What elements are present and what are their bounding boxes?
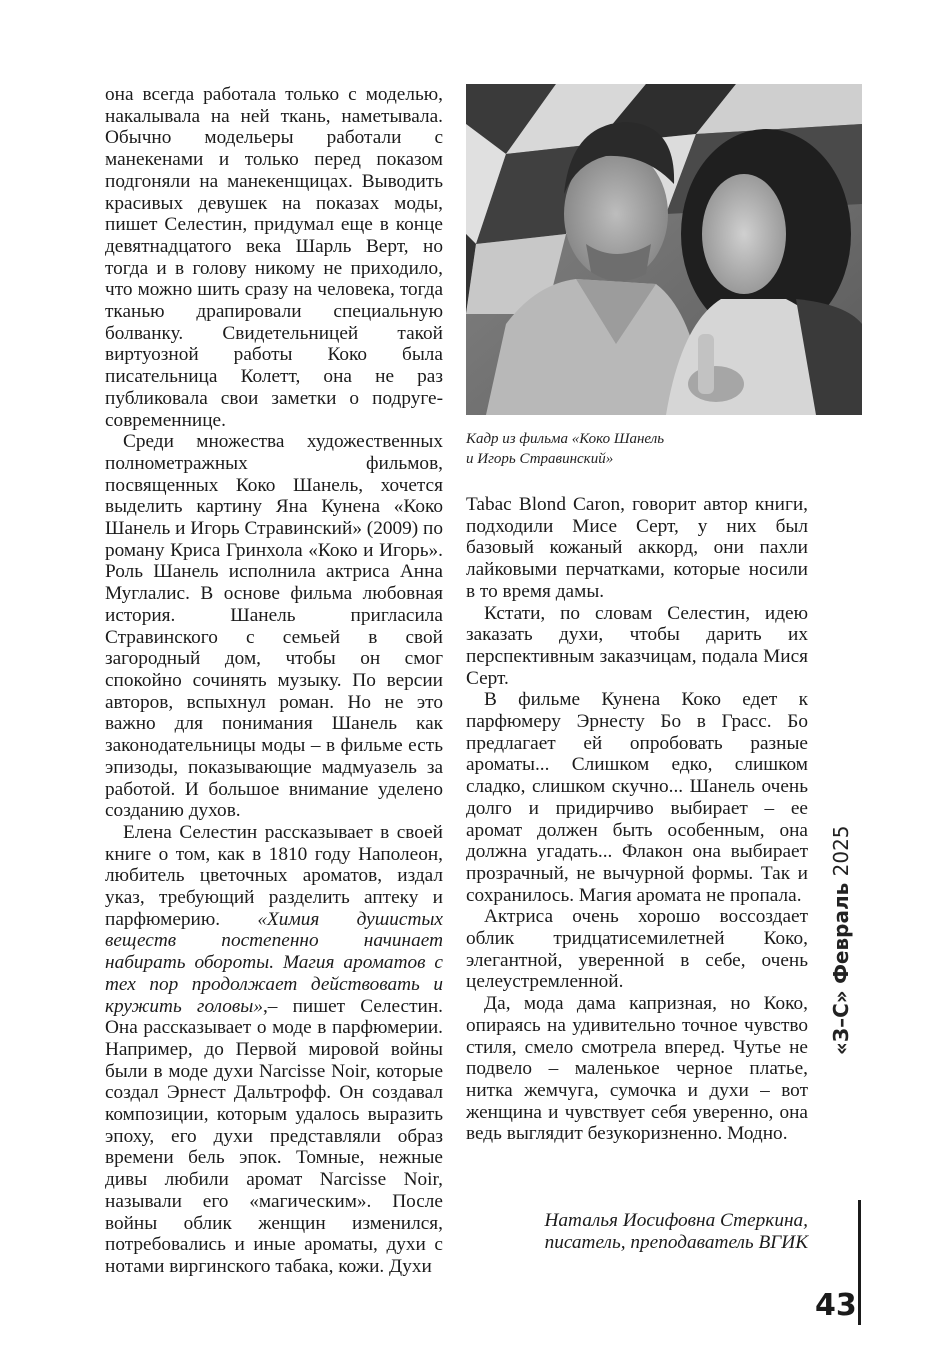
page-number: 43 bbox=[815, 1288, 857, 1323]
paragraph-text: Елена Селестин рассказывает в своей книге о том, как в 1810 году Наполеон, любитель цветочных ароматов, издал указ, требующий разделить аптеку и парфюмерию. bbox=[105, 821, 443, 930]
author-role: писатель, преподаватель ВГИК bbox=[544, 1232, 808, 1253]
quote-text: «Химия душистых веществ постепенно начинает набирать обороты. Магия ароматов с тех пор продолжает действовать и кружить головы» bbox=[105, 908, 443, 1017]
author-name: Наталья Иосифовна Стеркина, bbox=[544, 1210, 808, 1231]
paragraph: она всегда работала только с моделью, накалывала на ней ткань, наметывала. Обычно модельеры работали с манекенами и только перед показом подгоняли на манекенщицах. Выводить красивых девушек на показах моды, пишет Селестин, придумал еще в конце девятнадцатого века Шарль Верт, но тогда и в голову никому не приходило, что можно шить сразу на человека, тогда тканью драпировали специальную болванку. Свидетельницей такой виртуозной работы Коко была писательница Колетт, она не раз публиковала свои заметки о подруге-современнице. bbox=[105, 84, 443, 431]
paragraph: Актриса очень хорошо воссоздает облик тридцатисемилетней Коко, элегантной, уверенной в себе, очень целеустремленной. bbox=[466, 906, 808, 993]
left-text-column bbox=[105, 84, 443, 1278]
paragraph-text: ,– пишет Селестин. Она рассказывает о моде в парфюмерии. Например, до Первой мировой войны были в моде духи Narcisse Noir, которые создал Эрнест Дальтрофф. Он создавал композиции, которым удалось выразить эпоху, его духи представляли образ времени бель эпок. Томные, нежные дивы любили аромат Narcisse Noir, называли его «магическим». После войны облик женщин изменился, потребовались и иные ароматы, духи с нотами виргинского табака, кожи. Духи bbox=[105, 995, 443, 1277]
paragraph: В фильме Кунена Коко едет к парфюмеру Эрнесту Бо в Грасс. Бо предлагает ей опробовать разные ароматы... Слишком едко, слишком сладко, слишком скучно... Шанель очень долго и придирчиво выбирает – ее аромат должен быть особенным, она должна угадать... Флакон она выбирает прозрачный, не вычурной формы. Так и сохранилось. Магия аромата не пропала. bbox=[466, 689, 808, 906]
magazine-issue-label bbox=[826, 785, 856, 1055]
page-edge-bar bbox=[858, 1200, 861, 1325]
caption-line: Кадр из фильма «Коко Шанель bbox=[466, 431, 665, 447]
photo-caption bbox=[466, 429, 806, 469]
paragraph bbox=[105, 822, 443, 1278]
paragraph: Tabac Blond Caron, говорит автор книги, подходили Мисе Серт, у них был базовый кожаный аккорд, они пахли лайковыми перчатками, которые носили в то время дамы. bbox=[466, 494, 808, 602]
paragraph: Кстати, по словам Селестин, идею заказать духи, чтобы дарить их перспективным заказчицам, подала Мися Серт. bbox=[466, 602, 808, 689]
magazine-name: «З–С» bbox=[829, 990, 853, 1055]
paragraph: Среди множества художественных полнометражных фильмов, посвященных Коко Шанель, хочется выделить картину Яна Кунена «Коко Шанель и Игорь Стравинский» (2009) по роману Криса Гринхола «Коко и Игорь». Роль Шанель исполнила актриса Анна Муглалис. В основе фильма любовная история. Шанель пригласила Стравинского с семьей в свой загородный дом, чтобы он смог спокойно сочинять музыку. По версии авторов, вспыхнул роман. Но не это важно для понимания Шанель как законодательницы моды – в фильме есть эпизоды, показывающие мадмуазель за работой. И большое внимание уделено созданию духов. bbox=[105, 431, 443, 822]
author-signature bbox=[466, 1210, 808, 1254]
right-text-column bbox=[466, 494, 808, 1145]
issue-year: 2025 bbox=[829, 825, 853, 877]
caption-line: и Игорь Стравинский» bbox=[466, 451, 614, 467]
paragraph: Да, мода дама капризная, но Коко, опираясь на удивительно точное чувство стиля, смело смотрела вперед. Чутье не подвело – маленькое черное платье, нитка жемчуга, сумочка и духи – вот женщина и чувствует себя уверенно, она ведь выглядит безукоризненно. Модно. bbox=[466, 993, 808, 1145]
film-still-photo bbox=[466, 84, 862, 415]
issue-month: Февраль bbox=[829, 882, 853, 984]
